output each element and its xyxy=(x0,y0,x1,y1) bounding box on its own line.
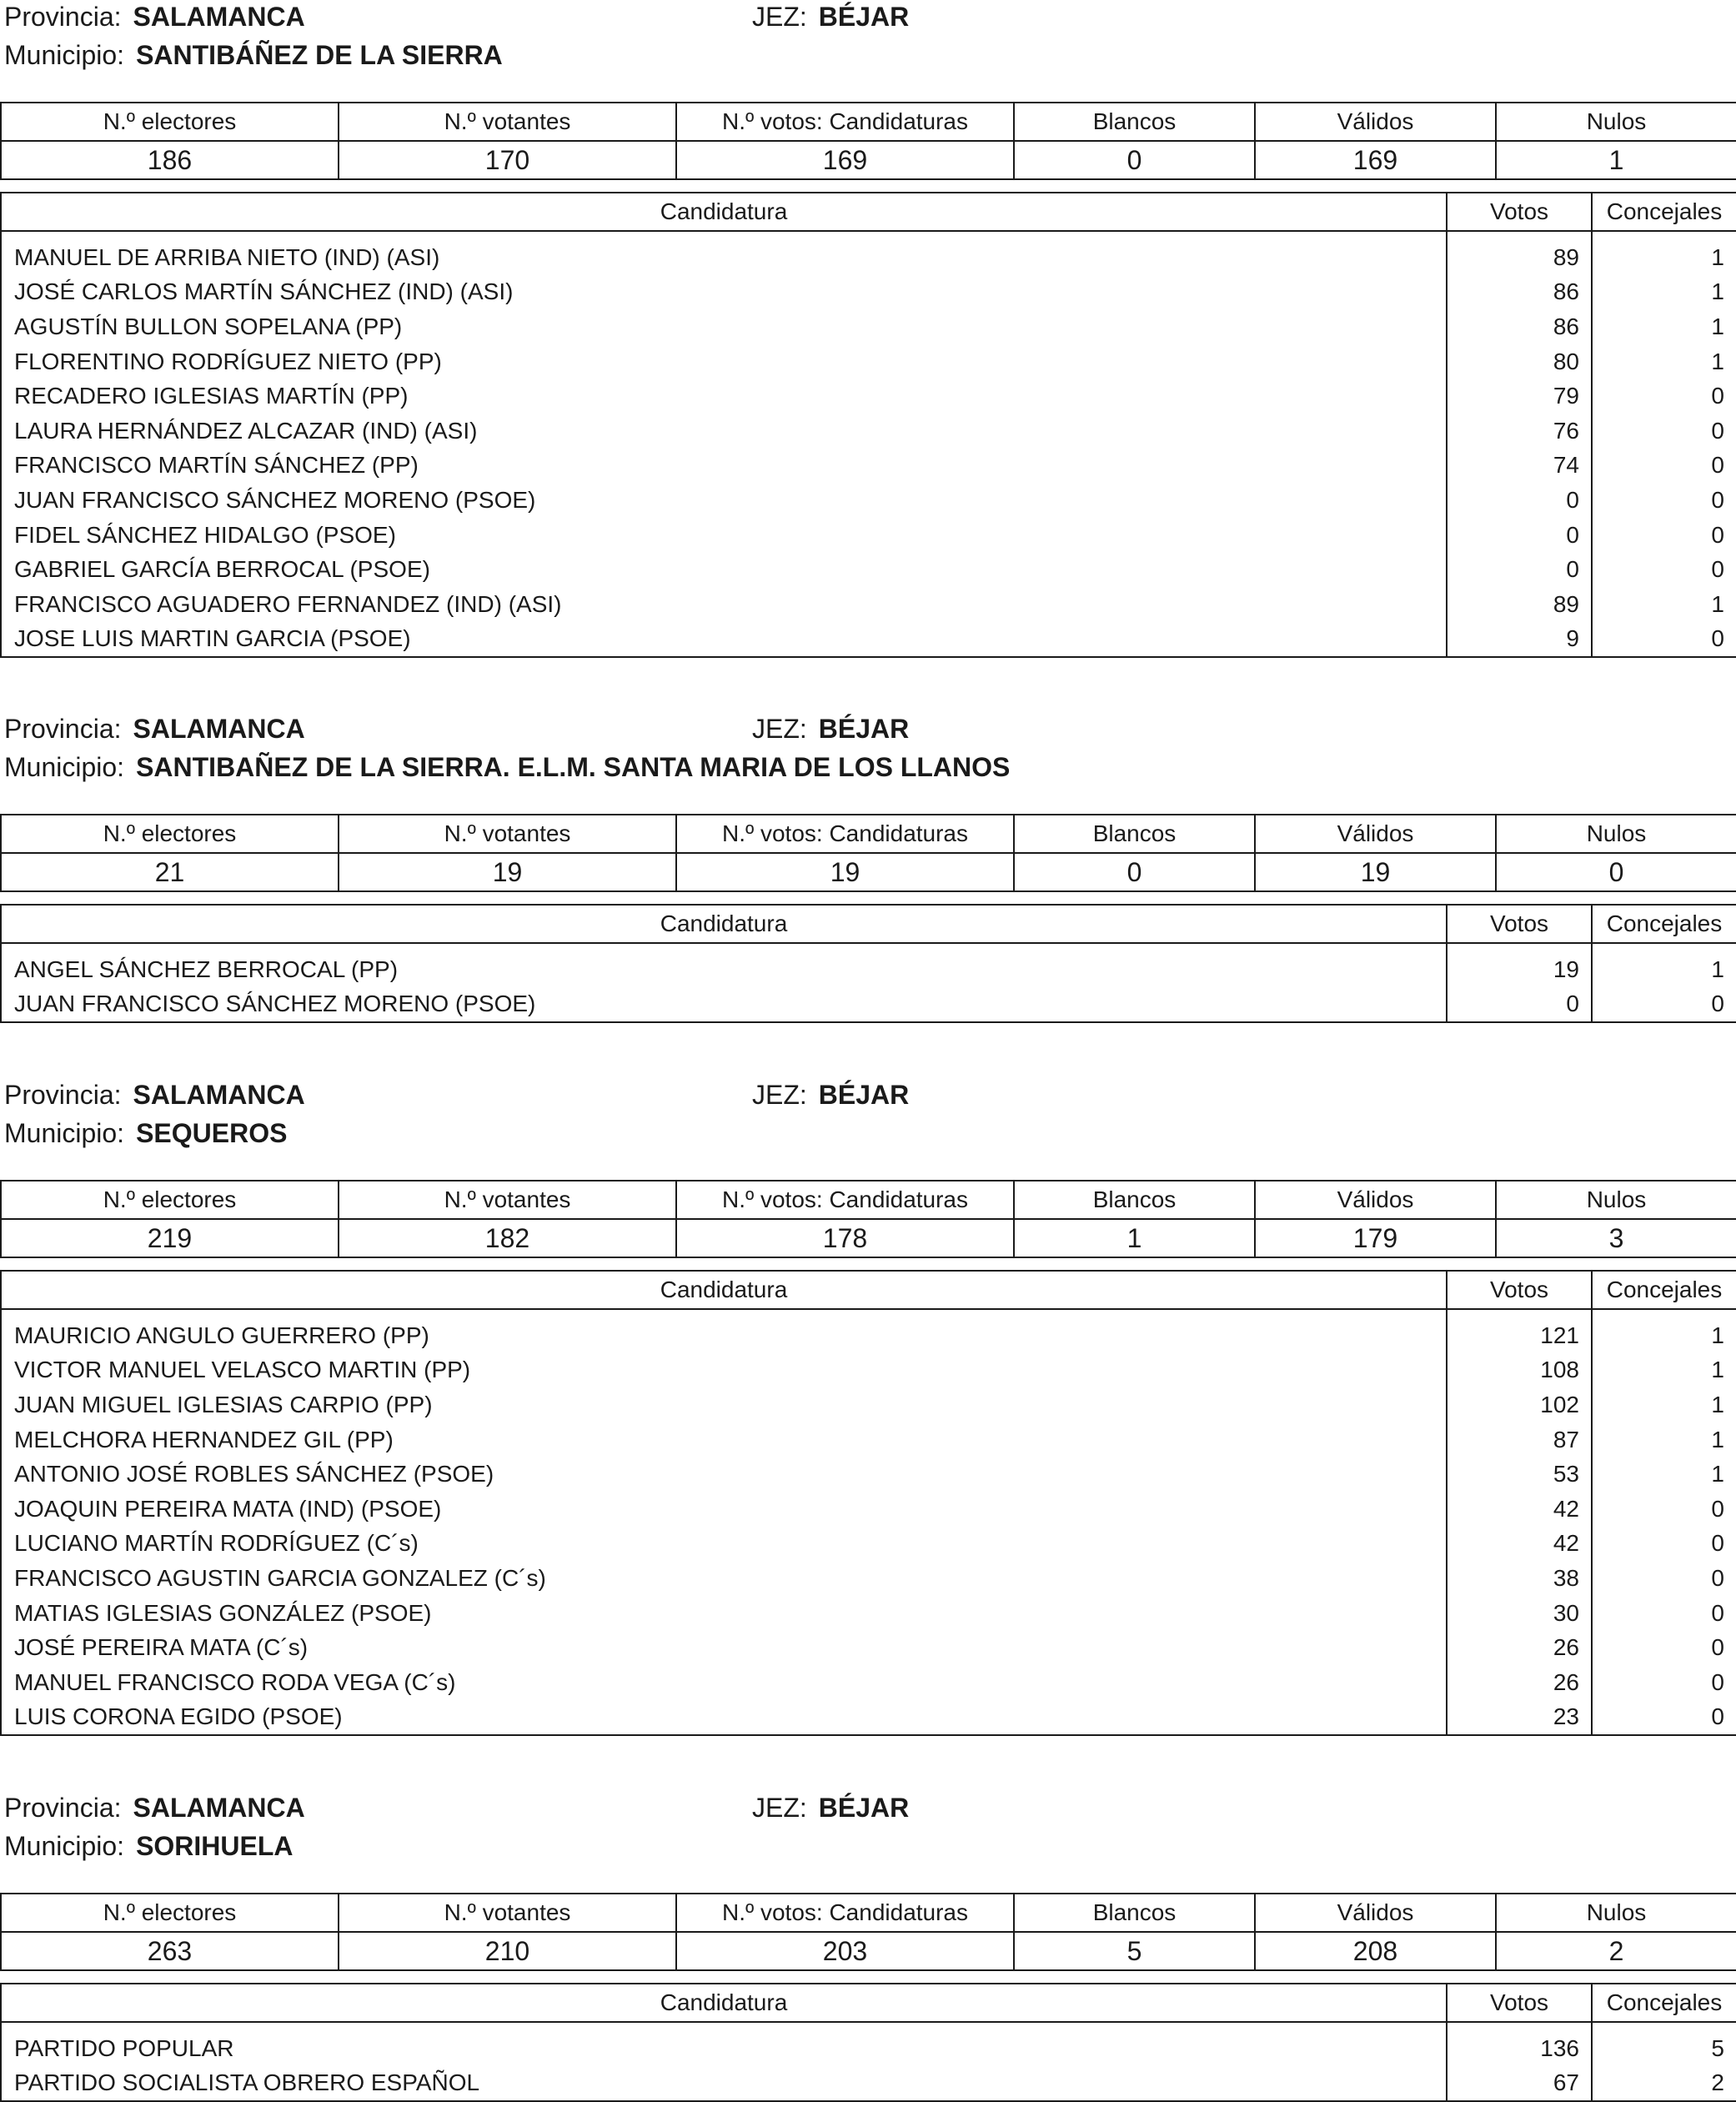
candidate-row xyxy=(1,952,1736,987)
candidates-table xyxy=(0,192,1736,658)
candidate-row xyxy=(1,1492,1736,1527)
summary-value-cell: 186 xyxy=(1,141,339,179)
summary-header-cell: N.º votantes xyxy=(339,1894,676,1932)
candidate-name: AGUSTÍN BULLON SOPELANA (PP) xyxy=(1,309,1447,344)
candidate-name: MELCHORA HERNANDEZ GIL (PP) xyxy=(1,1422,1447,1457)
provincia-label: Provincia: xyxy=(4,714,122,744)
candidate-seats: 0 xyxy=(1592,379,1736,414)
candidate-seats: 1 xyxy=(1592,1353,1736,1388)
provincia-value: SALAMANCA xyxy=(133,714,305,744)
candidate-row xyxy=(1,518,1736,553)
candidate-votes: 26 xyxy=(1447,1665,1592,1700)
candidate-row xyxy=(1,1353,1736,1388)
candidate-seats: 0 xyxy=(1592,449,1736,484)
summary-value-cell: 170 xyxy=(339,141,676,179)
candidates-header-row xyxy=(1,1984,1736,2022)
candidate-votes: 74 xyxy=(1447,449,1592,484)
municipality-block xyxy=(0,712,1736,1017)
summary-value-cell: 208 xyxy=(1255,1932,1496,1970)
candidate-seats: 0 xyxy=(1592,1596,1736,1631)
municipio-label: Municipio: xyxy=(4,40,125,70)
candidate-row xyxy=(1,1700,1736,1736)
summary-value-cell: 169 xyxy=(1255,141,1496,179)
summary-value-row xyxy=(1,1932,1736,1970)
jez-line xyxy=(752,1793,909,1824)
candidate-row xyxy=(1,1630,1736,1665)
provincia-label: Provincia: xyxy=(4,2,122,32)
candidate-seats: 1 xyxy=(1592,275,1736,310)
summary-table xyxy=(0,102,1736,180)
summary-table xyxy=(0,1893,1736,1971)
candidate-votes: 89 xyxy=(1447,240,1592,275)
candidate-name: JUAN FRANCISCO SÁNCHEZ MORENO (PSOE) xyxy=(1,483,1447,518)
municipio-value: SORIHUELA xyxy=(136,1831,294,1861)
candidate-row xyxy=(1,1596,1736,1631)
candidates-header-cell: Votos xyxy=(1447,905,1592,943)
summary-header-cell: Nulos xyxy=(1496,1181,1736,1219)
candidate-seats: 1 xyxy=(1592,1457,1736,1492)
summary-header-cell: Nulos xyxy=(1496,1894,1736,1932)
municipality-block xyxy=(0,0,1736,652)
candidates-header-cell: Candidatura xyxy=(1,1984,1447,2022)
candidate-row xyxy=(1,1665,1736,1700)
candidate-row xyxy=(1,483,1736,518)
summary-value-cell: 5 xyxy=(1014,1932,1255,1970)
candidate-votes: 79 xyxy=(1447,379,1592,414)
candidate-votes: 23 xyxy=(1447,1700,1592,1736)
summary-header-cell: N.º votantes xyxy=(339,1181,676,1219)
candidate-name: MANUEL DE ARRIBA NIETO (IND) (ASI) xyxy=(1,240,1447,275)
candidates-header-cell: Votos xyxy=(1447,1984,1592,2022)
candidate-votes: 121 xyxy=(1447,1318,1592,1353)
summary-header-cell: Válidos xyxy=(1255,1181,1496,1219)
candidate-row xyxy=(1,2066,1736,2102)
candidate-row xyxy=(1,1457,1736,1492)
candidate-row xyxy=(1,1387,1736,1422)
summary-value-cell: 169 xyxy=(676,141,1014,179)
summary-header-cell: Válidos xyxy=(1255,815,1496,853)
summary-value-cell: 0 xyxy=(1014,853,1255,891)
candidate-name: FLORENTINO RODRÍGUEZ NIETO (PP) xyxy=(1,344,1447,379)
jez-label: JEZ: xyxy=(752,1793,807,1823)
candidate-name: JUAN FRANCISCO SÁNCHEZ MORENO (PSOE) xyxy=(1,987,1447,1023)
candidate-name: LUCIANO MARTÍN RODRÍGUEZ (C´s) xyxy=(1,1527,1447,1562)
candidate-votes: 80 xyxy=(1447,344,1592,379)
provincia-label: Provincia: xyxy=(4,1793,122,1823)
summary-header-cell: Blancos xyxy=(1014,1894,1255,1932)
summary-value-row xyxy=(1,141,1736,179)
candidate-votes: 0 xyxy=(1447,987,1592,1023)
provincia-line xyxy=(4,1793,305,1824)
candidate-row xyxy=(1,344,1736,379)
candidate-name: PARTIDO POPULAR xyxy=(1,2031,1447,2066)
candidate-row xyxy=(1,414,1736,449)
block-header xyxy=(0,1791,1736,1868)
candidate-seats: 0 xyxy=(1592,518,1736,553)
summary-header-cell: Nulos xyxy=(1496,103,1736,141)
summary-header-cell: N.º votos: Candidaturas xyxy=(676,1181,1014,1219)
summary-value-row xyxy=(1,1219,1736,1257)
candidates-header-cell: Concejales xyxy=(1592,193,1736,231)
candidate-votes: 86 xyxy=(1447,275,1592,310)
candidates-spacer xyxy=(1,231,1736,240)
candidates-header-cell: Concejales xyxy=(1592,1271,1736,1309)
jez-value: BÉJAR xyxy=(818,1793,910,1823)
summary-header-cell: Blancos xyxy=(1014,1181,1255,1219)
municipio-line xyxy=(4,752,1010,783)
summary-value-cell: 19 xyxy=(339,853,676,891)
candidate-votes: 38 xyxy=(1447,1561,1592,1596)
summary-header-cell: N.º votos: Candidaturas xyxy=(676,1894,1014,1932)
candidate-row xyxy=(1,2031,1736,2066)
summary-value-cell: 19 xyxy=(676,853,1014,891)
candidates-header-row xyxy=(1,905,1736,943)
candidate-seats: 0 xyxy=(1592,1630,1736,1665)
provincia-line xyxy=(4,1080,305,1111)
candidate-seats: 0 xyxy=(1592,987,1736,1023)
jez-label: JEZ: xyxy=(752,714,807,744)
municipio-label: Municipio: xyxy=(4,1118,125,1148)
candidate-seats: 0 xyxy=(1592,414,1736,449)
candidate-row xyxy=(1,1527,1736,1562)
candidate-seats: 1 xyxy=(1592,1387,1736,1422)
summary-table xyxy=(0,1180,1736,1258)
candidate-votes: 42 xyxy=(1447,1527,1592,1562)
candidates-table xyxy=(0,904,1736,1023)
candidates-spacer xyxy=(1,1309,1736,1318)
municipality-block xyxy=(0,1791,1736,2096)
candidate-name: MANUEL FRANCISCO RODA VEGA (C´s) xyxy=(1,1665,1447,1700)
candidates-table xyxy=(0,1983,1736,2102)
candidate-seats: 0 xyxy=(1592,1492,1736,1527)
candidate-votes: 86 xyxy=(1447,309,1592,344)
candidate-row xyxy=(1,1422,1736,1457)
candidate-row xyxy=(1,552,1736,587)
summary-value-cell: 1 xyxy=(1496,141,1736,179)
summary-header-row xyxy=(1,815,1736,853)
candidates-header-cell: Candidatura xyxy=(1,193,1447,231)
municipality-block xyxy=(0,1078,1736,1730)
summary-header-cell: N.º votantes xyxy=(339,103,676,141)
candidate-votes: 0 xyxy=(1447,552,1592,587)
candidate-name: MAURICIO ANGULO GUERRERO (PP) xyxy=(1,1318,1447,1353)
summary-value-cell: 179 xyxy=(1255,1219,1496,1257)
candidate-votes: 19 xyxy=(1447,952,1592,987)
jez-line xyxy=(752,714,909,745)
summary-value-cell: 3 xyxy=(1496,1219,1736,1257)
candidate-name: MATIAS IGLESIAS GONZÁLEZ (PSOE) xyxy=(1,1596,1447,1631)
candidate-votes: 87 xyxy=(1447,1422,1592,1457)
summary-header-cell: N.º electores xyxy=(1,1181,339,1219)
candidate-seats: 0 xyxy=(1592,1700,1736,1736)
candidate-row xyxy=(1,240,1736,275)
jez-line xyxy=(752,1080,909,1111)
summary-value-cell: 203 xyxy=(676,1932,1014,1970)
municipio-label: Municipio: xyxy=(4,1831,125,1861)
candidate-name: RECADERO IGLESIAS MARTÍN (PP) xyxy=(1,379,1447,414)
candidates-header-cell: Concejales xyxy=(1592,1984,1736,2022)
candidate-seats: 0 xyxy=(1592,552,1736,587)
summary-header-cell: N.º electores xyxy=(1,815,339,853)
jez-value: BÉJAR xyxy=(818,714,910,744)
candidate-seats: 5 xyxy=(1592,2031,1736,2066)
candidate-seats: 1 xyxy=(1592,309,1736,344)
candidate-name: FRANCISCO AGUADERO FERNANDEZ (IND) (ASI) xyxy=(1,587,1447,622)
candidate-votes: 53 xyxy=(1447,1457,1592,1492)
summary-header-cell: N.º electores xyxy=(1,103,339,141)
summary-header-row xyxy=(1,1181,1736,1219)
candidate-seats: 1 xyxy=(1592,587,1736,622)
candidate-row xyxy=(1,275,1736,310)
jez-label: JEZ: xyxy=(752,1080,807,1110)
candidate-row xyxy=(1,1318,1736,1353)
provincia-value: SALAMANCA xyxy=(133,1080,305,1110)
candidate-seats: 1 xyxy=(1592,952,1736,987)
candidates-spacer xyxy=(1,943,1736,952)
municipio-value: SEQUEROS xyxy=(136,1118,288,1148)
candidates-header-cell: Candidatura xyxy=(1,1271,1447,1309)
municipio-value: SANTIBAÑEZ DE LA SIERRA. E.L.M. SANTA MARIA DE LOS LLANOS xyxy=(136,752,1011,782)
summary-value-cell: 210 xyxy=(339,1932,676,1970)
candidate-row xyxy=(1,379,1736,414)
candidate-seats: 0 xyxy=(1592,1561,1736,1596)
candidates-spacer xyxy=(1,2022,1736,2031)
candidates-header-cell: Votos xyxy=(1447,193,1592,231)
candidate-name: JOSE LUIS MARTIN GARCIA (PSOE) xyxy=(1,622,1447,658)
candidate-seats: 1 xyxy=(1592,240,1736,275)
municipio-line xyxy=(4,1118,287,1149)
municipio-value: SANTIBÁÑEZ DE LA SIERRA xyxy=(136,40,503,70)
jez-value: BÉJAR xyxy=(818,1080,910,1110)
candidate-name: FRANCISCO MARTÍN SÁNCHEZ (PP) xyxy=(1,449,1447,484)
candidate-name: LAURA HERNÁNDEZ ALCAZAR (IND) (ASI) xyxy=(1,414,1447,449)
block-header xyxy=(0,1078,1736,1155)
candidate-votes: 26 xyxy=(1447,1630,1592,1665)
candidate-votes: 89 xyxy=(1447,587,1592,622)
candidate-votes: 102 xyxy=(1447,1387,1592,1422)
candidate-row xyxy=(1,987,1736,1023)
candidate-name: PARTIDO SOCIALISTA OBRERO ESPAÑOL xyxy=(1,2066,1447,2102)
summary-value-cell: 0 xyxy=(1014,141,1255,179)
summary-value-cell: 19 xyxy=(1255,853,1496,891)
candidate-name: JOSÉ CARLOS MARTÍN SÁNCHEZ (IND) (ASI) xyxy=(1,275,1447,310)
summary-value-cell: 263 xyxy=(1,1932,339,1970)
summary-header-cell: Blancos xyxy=(1014,815,1255,853)
summary-value-cell: 182 xyxy=(339,1219,676,1257)
candidate-seats: 0 xyxy=(1592,483,1736,518)
summary-header-row xyxy=(1,103,1736,141)
candidate-row xyxy=(1,309,1736,344)
candidate-votes: 67 xyxy=(1447,2066,1592,2102)
jez-line xyxy=(752,2,909,33)
candidate-row xyxy=(1,587,1736,622)
candidates-table xyxy=(0,1270,1736,1736)
candidates-header-cell: Candidatura xyxy=(1,905,1447,943)
summary-value-cell: 178 xyxy=(676,1219,1014,1257)
candidate-seats: 0 xyxy=(1592,1527,1736,1562)
summary-header-cell: N.º votantes xyxy=(339,815,676,853)
block-header xyxy=(0,0,1736,77)
candidate-votes: 42 xyxy=(1447,1492,1592,1527)
provincia-line xyxy=(4,2,305,33)
summary-table xyxy=(0,814,1736,892)
candidate-seats: 0 xyxy=(1592,1665,1736,1700)
candidates-header-cell: Votos xyxy=(1447,1271,1592,1309)
candidate-name: LUIS CORONA EGIDO (PSOE) xyxy=(1,1700,1447,1736)
summary-header-cell: Nulos xyxy=(1496,815,1736,853)
summary-header-cell: Blancos xyxy=(1014,103,1255,141)
summary-value-row xyxy=(1,853,1736,891)
municipio-line xyxy=(4,1831,294,1862)
summary-value-cell: 21 xyxy=(1,853,339,891)
provincia-value: SALAMANCA xyxy=(133,2,305,32)
candidate-votes: 76 xyxy=(1447,414,1592,449)
candidate-votes: 9 xyxy=(1447,622,1592,658)
block-header xyxy=(0,712,1736,789)
summary-header-cell: Válidos xyxy=(1255,1894,1496,1932)
candidates-header-row xyxy=(1,193,1736,231)
candidate-votes: 0 xyxy=(1447,483,1592,518)
summary-value-cell: 219 xyxy=(1,1219,339,1257)
candidate-name: ANTONIO JOSÉ ROBLES SÁNCHEZ (PSOE) xyxy=(1,1457,1447,1492)
candidate-name: VICTOR MANUEL VELASCO MARTIN (PP) xyxy=(1,1353,1447,1388)
candidate-name: FRANCISCO AGUSTIN GARCIA GONZALEZ (C´s) xyxy=(1,1561,1447,1596)
provincia-value: SALAMANCA xyxy=(133,1793,305,1823)
candidates-header-cell: Concejales xyxy=(1592,905,1736,943)
summary-value-cell: 0 xyxy=(1496,853,1736,891)
summary-header-row xyxy=(1,1894,1736,1932)
candidate-name: ANGEL SÁNCHEZ BERROCAL (PP) xyxy=(1,952,1447,987)
municipio-line xyxy=(4,40,503,71)
candidate-name: JOSÉ PEREIRA MATA (C´s) xyxy=(1,1630,1447,1665)
provincia-label: Provincia: xyxy=(4,1080,122,1110)
candidate-votes: 108 xyxy=(1447,1353,1592,1388)
summary-value-cell: 1 xyxy=(1014,1219,1255,1257)
candidate-row xyxy=(1,1561,1736,1596)
summary-header-cell: N.º electores xyxy=(1,1894,339,1932)
candidate-name: JUAN MIGUEL IGLESIAS CARPIO (PP) xyxy=(1,1387,1447,1422)
candidate-name: GABRIEL GARCÍA BERROCAL (PSOE) xyxy=(1,552,1447,587)
candidate-row xyxy=(1,622,1736,658)
candidate-seats: 1 xyxy=(1592,344,1736,379)
candidate-seats: 0 xyxy=(1592,622,1736,658)
candidate-seats: 1 xyxy=(1592,1422,1736,1457)
candidates-header-row xyxy=(1,1271,1736,1309)
jez-value: BÉJAR xyxy=(818,2,910,32)
candidate-name: JOAQUIN PEREIRA MATA (IND) (PSOE) xyxy=(1,1492,1447,1527)
municipio-label: Municipio: xyxy=(4,752,125,782)
candidate-votes: 0 xyxy=(1447,518,1592,553)
candidate-name: FIDEL SÁNCHEZ HIDALGO (PSOE) xyxy=(1,518,1447,553)
summary-header-cell: N.º votos: Candidaturas xyxy=(676,103,1014,141)
candidate-row xyxy=(1,449,1736,484)
jez-label: JEZ: xyxy=(752,2,807,32)
candidate-votes: 30 xyxy=(1447,1596,1592,1631)
summary-value-cell: 2 xyxy=(1496,1932,1736,1970)
summary-header-cell: Válidos xyxy=(1255,103,1496,141)
candidate-seats: 2 xyxy=(1592,2066,1736,2102)
candidate-seats: 1 xyxy=(1592,1318,1736,1353)
summary-header-cell: N.º votos: Candidaturas xyxy=(676,815,1014,853)
candidate-votes: 136 xyxy=(1447,2031,1592,2066)
provincia-line xyxy=(4,714,305,745)
